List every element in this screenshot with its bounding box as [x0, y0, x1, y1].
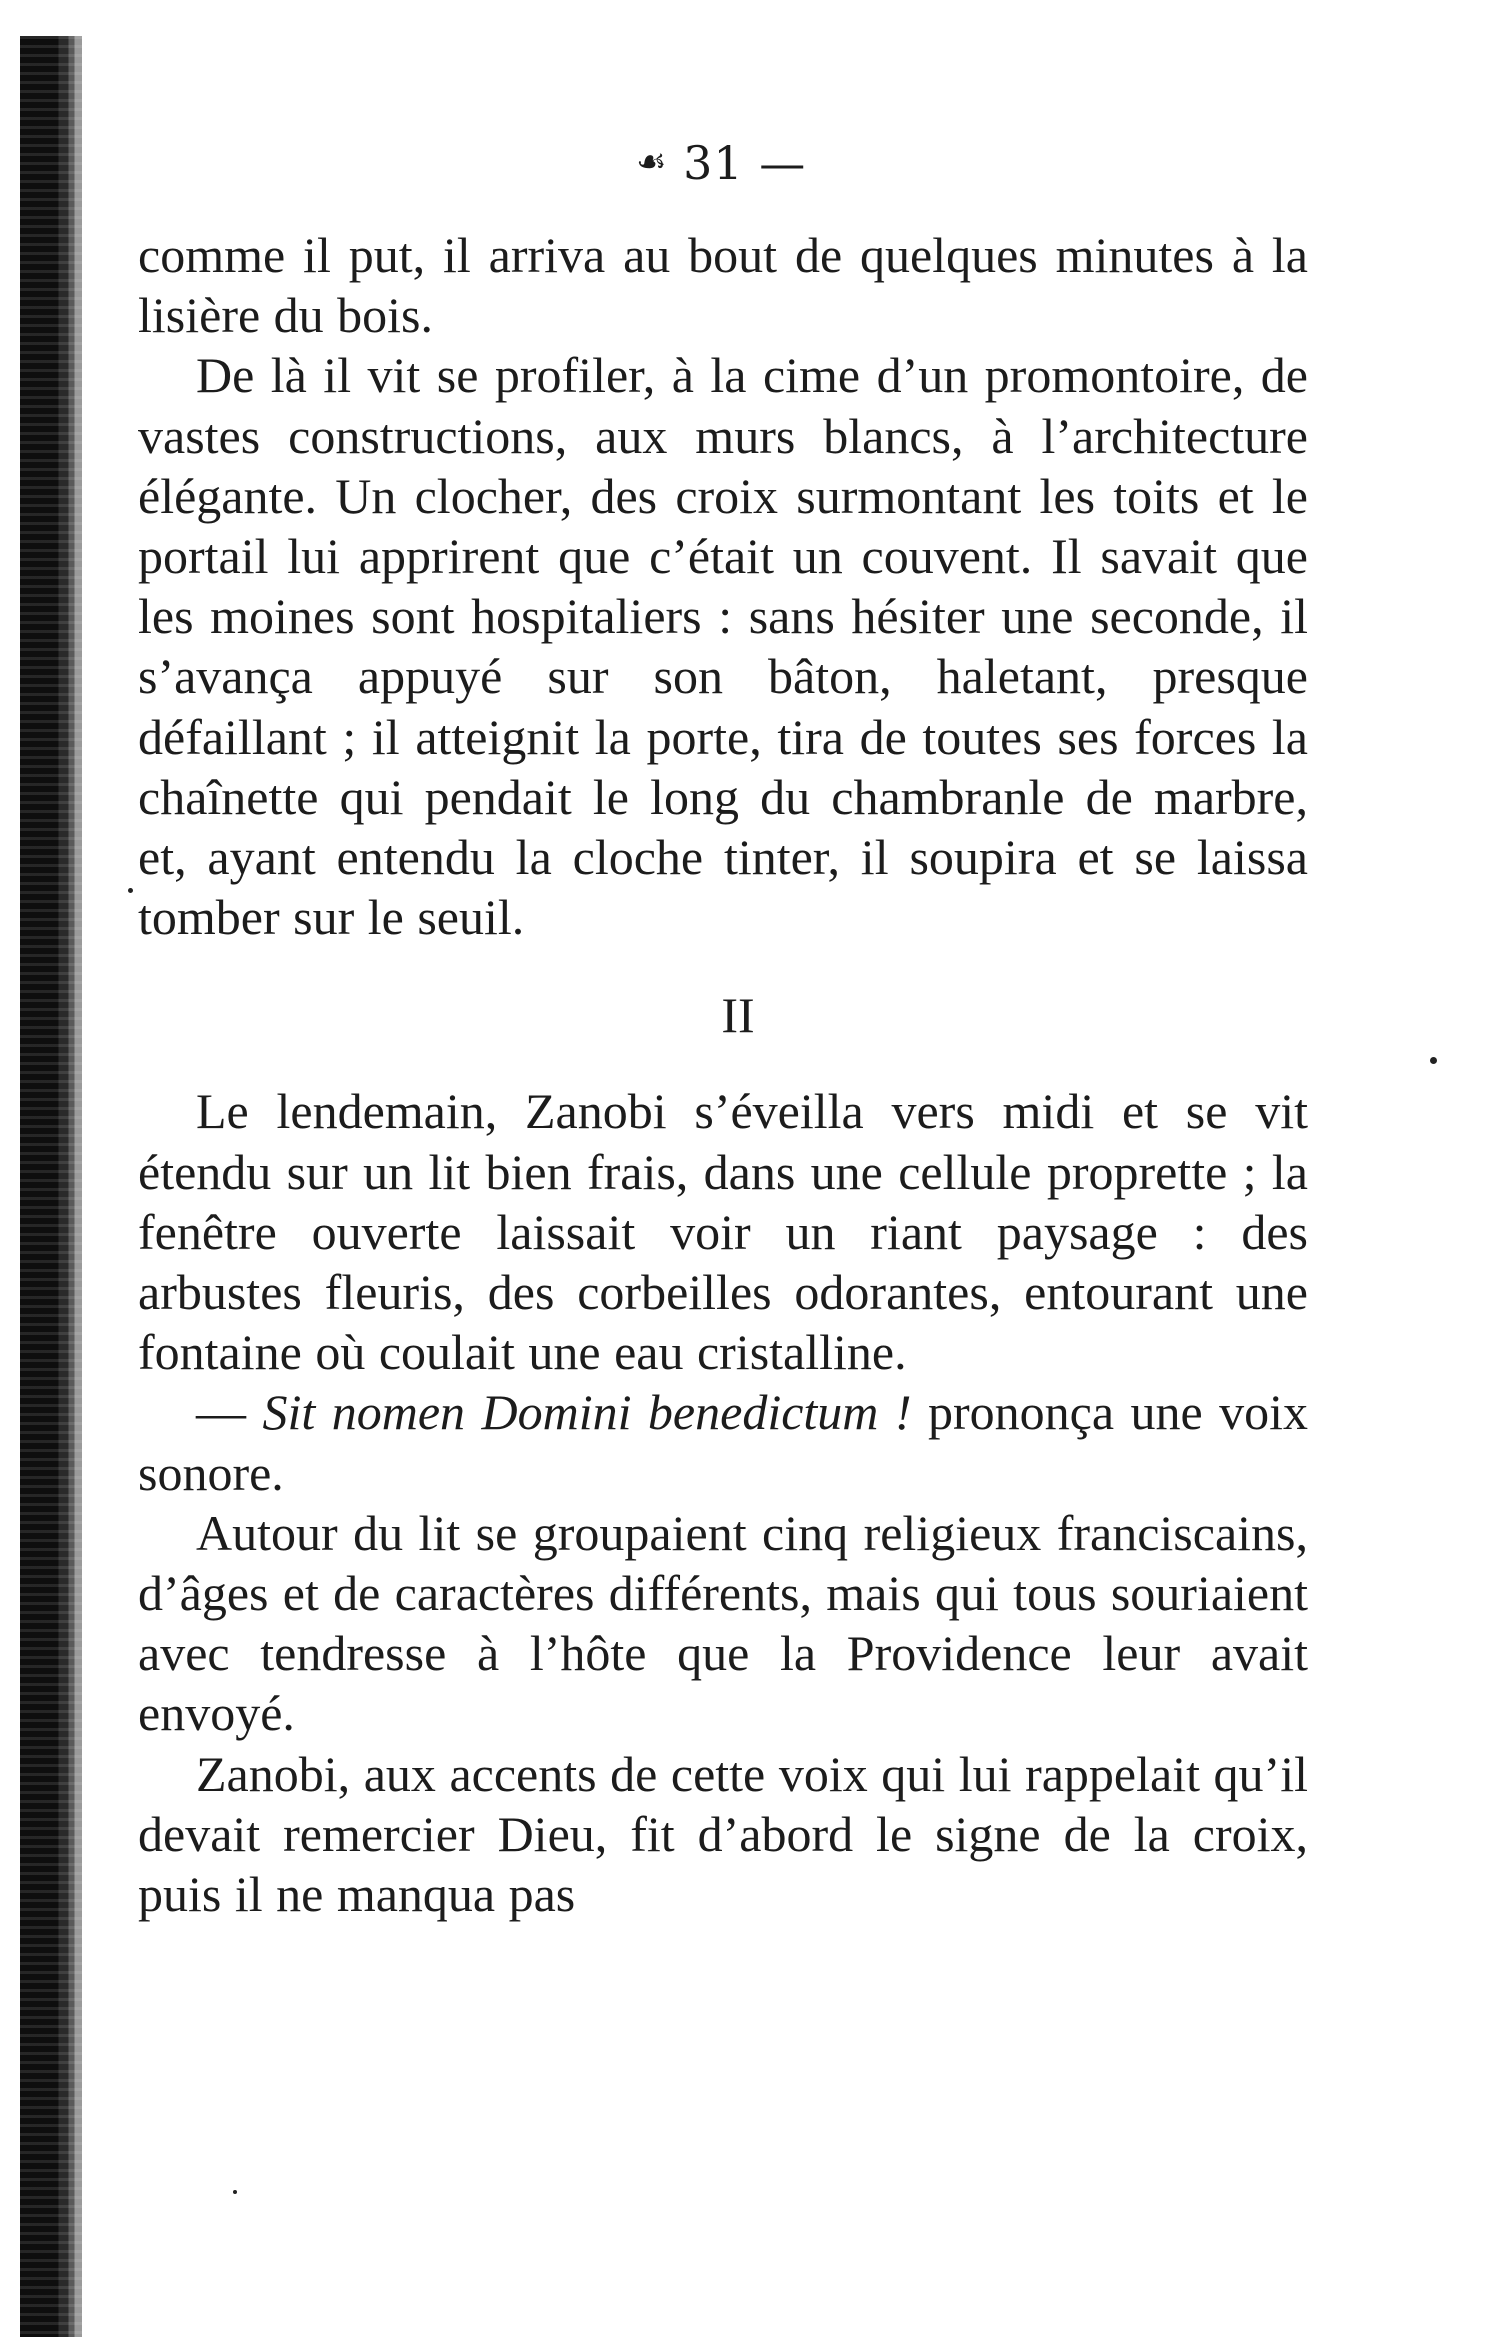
page-number: [636, 136, 806, 190]
page-binding-edge: [20, 36, 82, 2337]
page-number-dash: —: [759, 136, 807, 190]
latin-phrase: Sit nomen Domini benedictum !: [262, 1384, 912, 1441]
page-body: [138, 225, 1308, 1924]
paragraph-awakening: Le lendemain, Zanobi s’éveilla vers midi et se vit étendu sur un lit bien frais, dans une cellule proprette ; la fenêtre ouverte laissait voir un riant paysage : des arbustes fleuris, des corbeilles odorantes, entourant une fontaine où coulait une eau cristalline.: [138, 1083, 1308, 1381]
page-number-value: 31: [683, 136, 744, 190]
paragraph-convent: De là il vit se profiler, à la cime d’un promontoire, de vastes constructions, aux murs blancs, à l’architecture élégante. Un clocher, des croix surmontant les toits et le portail lui apprirent que c’était un couvent. Il savait que les moines sont hospitaliers : sans hésiter une seconde, il s’avança appuyé sur son bâton, haletant, presque défaillant ; il atteignit la porte, tira de toutes ses forces la chaînette qui pendait le long du chambranle de marbre, et, ayant entendu la cloche tinter, il soupira et se laissa tomber sur le seuil.: [138, 347, 1308, 946]
paragraph-friars: Autour du lit se groupaient cinq religieux franciscains, d’âges et de caractères différents, mais qui tous souriaient avec tendresse à l’hôte que la Providence leur avait envoyé.: [138, 1504, 1308, 1742]
print-speck: [1430, 1057, 1437, 1064]
print-speck: [128, 888, 133, 893]
paragraph-sign-of-cross: Zanobi, aux accents de cette voix qui lui rappelait qu’il devait remercier Dieu, fit d’abord le signe de la croix, puis il ne manqua pas: [138, 1745, 1308, 1923]
section-heading: II: [721, 987, 755, 1044]
page-number-ornament: ☙: [636, 142, 668, 182]
print-speck: [233, 2190, 237, 2194]
dialogue-dash: —: [196, 1384, 263, 1441]
paragraph-continuation: comme il put, il arriva au bout de quelques minutes à la lisière du bois.: [138, 227, 1308, 344]
dialogue-rest: prononça une voix sonore.: [138, 1384, 1309, 1501]
paragraph-latin-greeting: [138, 1382, 1308, 1502]
